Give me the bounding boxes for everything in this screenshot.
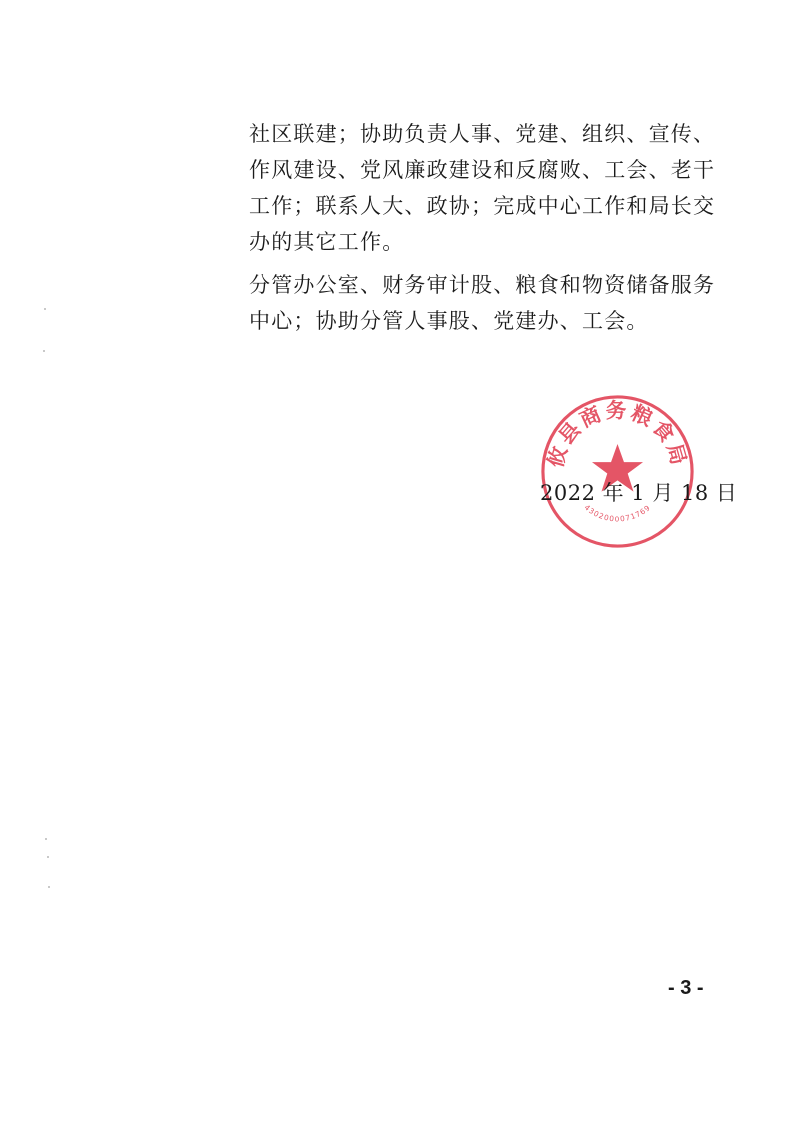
scan-speck	[43, 350, 45, 352]
scan-speck	[45, 838, 47, 840]
scan-speck	[44, 308, 46, 310]
document-body	[249, 116, 716, 339]
official-seal	[539, 393, 696, 550]
page-number: - 3 -	[668, 977, 704, 999]
scan-speck	[48, 886, 50, 888]
text-line: 分管办公室、财务审计股、粮食和物资储备服务	[249, 273, 716, 297]
svg-text:攸县商务粮食局: 攸县商务粮食局	[543, 398, 692, 471]
paragraph-divisions	[249, 267, 716, 339]
document-date: 2022 年 1 月 18 日	[540, 481, 738, 505]
text-line: 作风建设、党风廉政建设和反腐败、工会、老干	[249, 158, 716, 182]
svg-text:4302000071769: 4302000071769	[582, 502, 653, 524]
scan-speck	[47, 856, 49, 858]
text-line: 中心；协助分管人事股、党建办、工会。	[249, 309, 649, 333]
paragraph-responsibilities	[249, 116, 716, 260]
text-line: 工作；联系人大、政协；完成中心工作和局长交	[249, 194, 716, 218]
text-line: 社区联建；协助负责人事、党建、组织、宣传、	[249, 122, 716, 146]
text-line: 办的其它工作。	[249, 230, 405, 254]
